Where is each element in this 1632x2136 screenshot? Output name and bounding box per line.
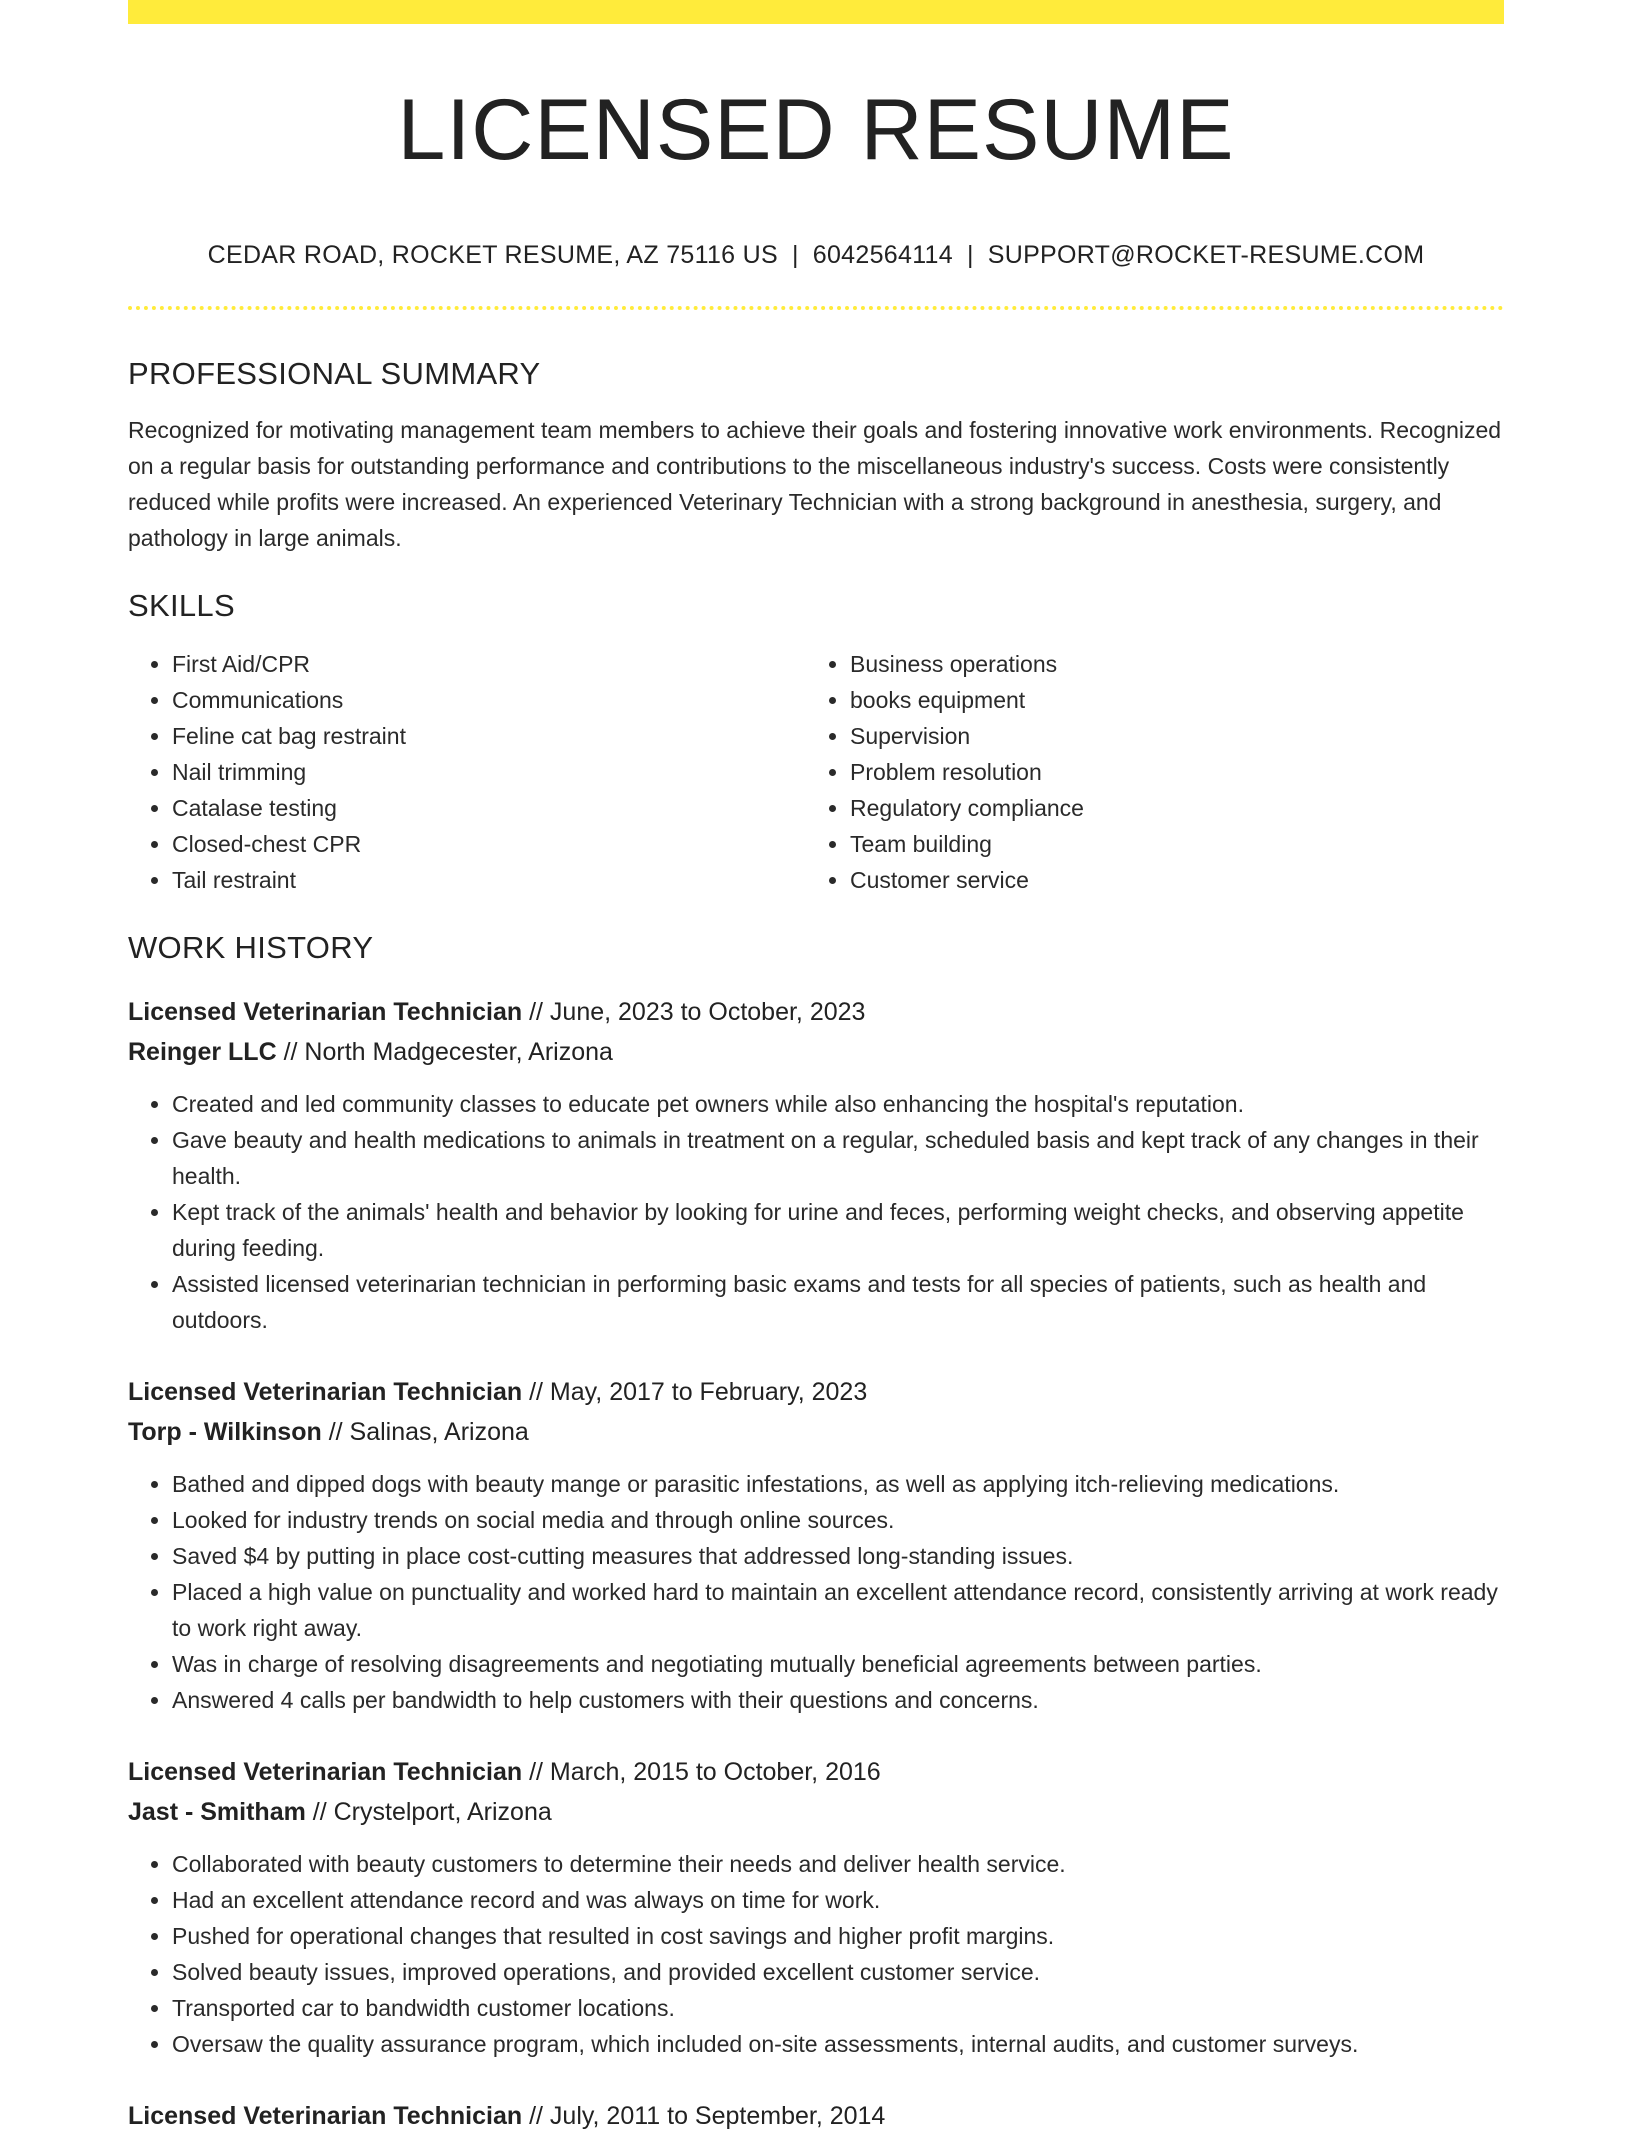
skill-item: • Problem resolution — [850, 754, 1484, 790]
job-entry — [128, 1752, 1504, 2062]
job-title-line — [128, 992, 1504, 1032]
job-duty-item: • Kept track of the animals' health and behavior by looking for urine and feces, performing weight checks, and observing appetite during feeding. — [172, 1194, 1504, 1266]
skill-item: • Regulatory compliance — [850, 790, 1484, 826]
job-duties-list — [128, 1466, 1504, 1718]
job-company-line — [128, 1412, 1504, 1452]
job-duty-item: • Saved $4 by putting in place cost-cutting measures that addressed long-standing issues. — [172, 1538, 1504, 1574]
skill-item: • Feline cat bag restraint — [172, 718, 806, 754]
job-title-line — [128, 2096, 1504, 2136]
summary-section — [128, 352, 1504, 556]
job-dates: // March, 2015 to October, 2016 — [522, 1758, 881, 1786]
section-title-work-history: WORK HISTORY — [128, 930, 374, 965]
skill-item: • Catalase testing — [172, 790, 806, 826]
job-duty-item: • Pushed for operational changes that resulted in cost savings and higher profit margins. — [172, 1918, 1504, 1954]
job-duty-item: • Assisted licensed veterinarian technician in performing basic exams and tests for all species of patients, such as health and outdoors. — [172, 1266, 1504, 1338]
section-title-summary: PROFESSIONAL SUMMARY — [128, 356, 541, 391]
job-company: Jast - Smitham — [128, 1798, 306, 1826]
job-duty-item: • Gave beauty and health medications to animals in treatment on a regular, scheduled basis and kept track of any changes in their health. — [172, 1122, 1504, 1194]
job-company-line — [128, 1032, 1504, 1072]
skill-item: • First Aid/CPR — [172, 646, 806, 682]
skill-item: • Communications — [172, 682, 806, 718]
job-company-line — [128, 1792, 1504, 1832]
job-duty-item: • Looked for industry trends on social media and through online sources. — [172, 1502, 1504, 1538]
skills-section — [128, 584, 1504, 898]
job-duty-item: • Transported car to bandwidth customer locations. — [172, 1990, 1504, 2026]
job-list — [128, 992, 1504, 2136]
job-dates: // July, 2011 to September, 2014 — [522, 2102, 886, 2130]
job-entry — [128, 992, 1504, 1338]
resume-body — [128, 352, 1504, 2136]
skill-item: • books equipment — [850, 682, 1484, 718]
job-title-line — [128, 1752, 1504, 1792]
contact-separator: | — [966, 241, 974, 269]
job-duty-item: • Oversaw the quality assurance program, which included on-site assessments, internal audits, and customer surveys. — [172, 2026, 1504, 2062]
accent-bar — [128, 0, 1504, 24]
job-location: // North Madgecester, Arizona — [276, 1038, 613, 1066]
job-duty-item: • Bathed and dipped dogs with beauty mange or parasitic infestations, as well as applying itch-relieving medications. — [172, 1466, 1504, 1502]
job-duty-item: • Answered 4 calls per bandwidth to help customers with their questions and concerns. — [172, 1682, 1504, 1718]
contact-phone: 6042564114 — [812, 241, 953, 269]
job-duty-item: • Solved beauty issues, improved operations, and provided excellent customer service. — [172, 1954, 1504, 1990]
skill-item: • Business operations — [850, 646, 1484, 682]
skills-list-right — [806, 646, 1484, 898]
contact-separator: | — [791, 241, 799, 269]
job-location: // Salinas, Arizona — [321, 1418, 529, 1446]
job-dates: // May, 2017 to February, 2023 — [522, 1378, 868, 1406]
job-role: Licensed Veterinarian Technician — [128, 1758, 523, 1786]
skill-item: • Closed-chest CPR — [172, 826, 806, 862]
job-dates: // June, 2023 to October, 2023 — [522, 998, 866, 1026]
skills-columns — [128, 646, 1504, 898]
job-duties-list — [128, 1086, 1504, 1338]
contact-email: SUPPORT@ROCKET-RESUME.COM — [987, 241, 1425, 269]
job-entry — [128, 1372, 1504, 1718]
skills-list-left — [128, 646, 806, 898]
job-company: Torp - Wilkinson — [128, 1418, 322, 1446]
skill-item: • Customer service — [850, 862, 1484, 898]
contact-line — [128, 238, 1504, 272]
job-duty-item: • Created and led community classes to educate pet owners while also enhancing the hospital's reputation. — [172, 1086, 1504, 1122]
header-divider — [128, 306, 1504, 310]
skill-item: • Tail restraint — [172, 862, 806, 898]
job-title-line — [128, 1372, 1504, 1412]
contact-address: CEDAR ROAD, ROCKET RESUME, AZ 75116 US — [207, 241, 778, 269]
job-company: Reinger LLC — [128, 1038, 277, 1066]
job-duty-item: • Collaborated with beauty customers to determine their needs and deliver health service. — [172, 1846, 1504, 1882]
summary-text: Recognized for motivating management team members to achieve their goals and fostering innovative work environments. Recognized on a regular basis for outstanding performance and contributions to the miscellaneous industry's success. Costs were consistently reduced while profits were increased. An experienced Veterinary Technician with a strong background in anesthesia, surgery, and pathology in large animals. — [128, 417, 1502, 551]
job-duty-item: • Had an excellent attendance record and was always on time for work. — [172, 1882, 1504, 1918]
job-role: Licensed Veterinarian Technician — [128, 2102, 523, 2130]
job-role: Licensed Veterinarian Technician — [128, 1378, 523, 1406]
skill-item: • Supervision — [850, 718, 1484, 754]
section-title-skills: SKILLS — [128, 588, 235, 623]
skill-item: • Nail trimming — [172, 754, 806, 790]
resume-name: LICENSED RESUME — [397, 82, 1235, 178]
job-duty-item: • Was in charge of resolving disagreements and negotiating mutually beneficial agreements between parties. — [172, 1646, 1504, 1682]
job-location: // Crystelport, Arizona — [305, 1798, 552, 1826]
work-history-section — [128, 926, 1504, 2136]
job-duties-list — [128, 1846, 1504, 2062]
job-role: Licensed Veterinarian Technician — [128, 998, 523, 1026]
skill-item: • Team building — [850, 826, 1484, 862]
job-duty-item: • Placed a high value on punctuality and worked hard to maintain an excellent attendance record, consistently arriving at work ready to work right away. — [172, 1574, 1504, 1646]
job-entry — [128, 2096, 1504, 2136]
